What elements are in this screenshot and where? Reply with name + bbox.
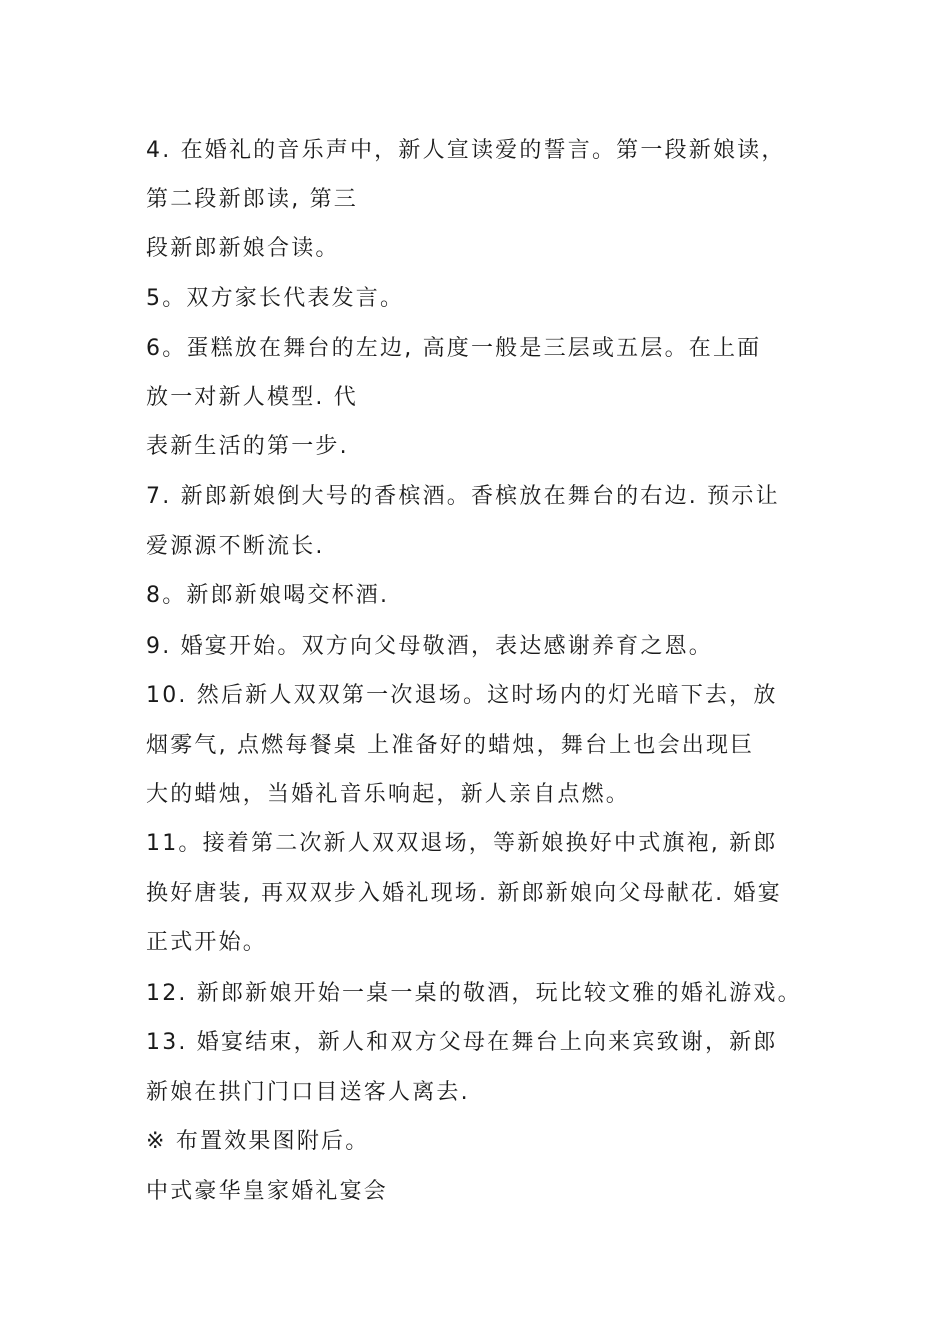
text-line-21: ※ 布置效果图附后。 [146, 1129, 370, 1154]
text-line-1: 4. 在婚礼的音乐声中，新人宣读爱的誓言。第一段新娘读， [146, 138, 786, 163]
text-line-11: 9. 婚宴开始。双方向父母敬酒，表达感谢养育之恩。 [146, 634, 713, 659]
text-line-15: 11。接着第二次新人双双退场，等新娘换好中式旗袍, 新郎 [146, 831, 778, 856]
text-line-17: 正式开始。 [146, 930, 268, 955]
text-line-10: 8。新郎新娘喝交杯酒. [146, 583, 390, 608]
text-line-9: 爱源源不断流长. [146, 534, 325, 559]
text-line-12: 10. 然后新人双双第一次退场。这时场内的灯光暗下去，放 [146, 683, 778, 708]
text-line-8: 7. 新郎新娘倒大号的香槟酒。香槟放在舞台的右边. 预示让 [146, 484, 780, 509]
text-line-20: 新娘在拱门门口目送客人离去. [146, 1080, 470, 1105]
text-line-5: 6。蛋糕放在舞台的左边, 高度一般是三层或五层。在上面 [146, 336, 762, 361]
text-line-16: 换好唐装, 再双双步入婚礼现场. 新郎新娘向父母献花. 婚宴 [146, 881, 782, 906]
text-line-22: 中式豪华皇家婚礼宴会 [146, 1179, 389, 1204]
text-line-14: 大的蜡烛，当婚礼音乐响起，新人亲自点燃。 [146, 782, 631, 807]
text-line-13: 烟雾气, 点燃每餐桌 上准备好的蜡烛，舞台上也会出现巨 [146, 733, 755, 758]
text-line-19: 13. 婚宴结束，新人和双方父母在舞台上向来宾致谢，新郎 [146, 1030, 778, 1055]
text-line-3: 段新郎新娘合读。 [146, 236, 340, 261]
text-line-6: 放一对新人模型. 代 [146, 385, 358, 410]
text-line-7: 表新生活的第一步. [146, 434, 349, 459]
text-line-2: 第二段新郎读, 第三 [146, 187, 358, 212]
text-line-18: 12. 新郎新娘开始一桌一桌的敬酒，玩比较文雅的婚礼游戏。 [146, 981, 802, 1006]
text-line-4: 5。双方家长代表发言。 [146, 286, 405, 311]
